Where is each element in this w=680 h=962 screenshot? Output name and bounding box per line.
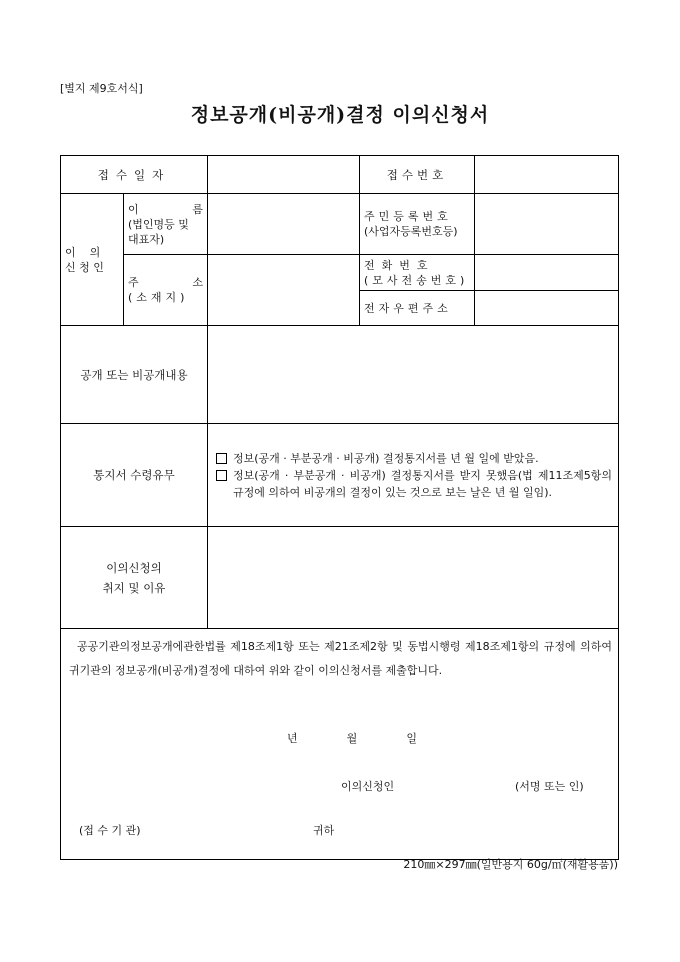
signer-label: 이의신청인 bbox=[341, 780, 395, 793]
reason-label-1: 이의신청의 bbox=[106, 560, 162, 575]
phone-label-main: 전화번호 bbox=[364, 258, 435, 272]
notice-options bbox=[208, 424, 619, 527]
page-title: 정보공개(비공개)결정 이의신청서 bbox=[190, 104, 490, 126]
signature-label: (서명 또는 인) bbox=[515, 780, 584, 793]
notice-option-2-text: 정보(공개 · 부분공개 · 비공개) 결정통지서를 받지 못했음(법 제11조제5항의 규정에 의하여 비공개의 결정이 있는 것으로 보는 날은 년 월 일임). bbox=[233, 468, 612, 499]
date-day: 일 bbox=[406, 732, 417, 745]
resident-number-label bbox=[360, 194, 475, 255]
resident-number-label-main: 주민등록번호 bbox=[364, 210, 452, 223]
reason-label-2: 취지 및 이유 bbox=[102, 580, 166, 595]
reason-label bbox=[61, 527, 208, 629]
reason-field[interactable] bbox=[208, 527, 619, 629]
address-label-sub: (소재지) bbox=[128, 291, 189, 304]
receipt-number-label: 접수번호 bbox=[360, 156, 475, 194]
phone-field[interactable] bbox=[475, 255, 619, 291]
applicant-label-bottom: 신 청 인 bbox=[65, 260, 104, 274]
declaration-row bbox=[61, 629, 619, 860]
receipt-date-field[interactable] bbox=[208, 156, 360, 194]
address-label bbox=[124, 255, 208, 326]
declaration-cell bbox=[61, 629, 619, 860]
notice-row bbox=[61, 424, 619, 527]
phone-label bbox=[360, 255, 475, 291]
resident-number-field[interactable] bbox=[475, 194, 619, 255]
application-form-table bbox=[60, 155, 619, 860]
checkbox-received[interactable] bbox=[216, 453, 227, 464]
email-label: 전자우편주소 bbox=[360, 291, 475, 326]
name-label-a: 이 bbox=[128, 202, 139, 216]
address-label-a: 주 bbox=[128, 276, 139, 289]
name-label-sub1: (법인명등 및 bbox=[128, 217, 189, 231]
name-label-main bbox=[128, 202, 203, 217]
email-field[interactable] bbox=[475, 291, 619, 326]
name-label bbox=[124, 194, 208, 255]
name-label-b: 름 bbox=[192, 202, 203, 216]
reason-row bbox=[61, 527, 619, 629]
declaration-text: 공공기관의정보공개에관한법률 제18조제1항 또는 제21조제2항 및 동법시행령 제18조제1항의 규정에 의하여 귀기관의 정보공개(비공개)결정에 대하여 위와 같이 이의신청서를 제출합니다. bbox=[69, 640, 612, 677]
date-month: 월 bbox=[346, 732, 358, 745]
date-line bbox=[287, 727, 417, 751]
receipt-number-field[interactable] bbox=[475, 156, 619, 194]
name-field[interactable] bbox=[208, 194, 360, 255]
content-label: 공개 또는 비공개내용 bbox=[61, 326, 208, 424]
address-label-b: 소 bbox=[192, 276, 203, 289]
name-row bbox=[61, 194, 619, 255]
notice-option-1-text: 정보(공개 · 부분공개 · 비공개) 결정통지서를 년 월 일에 받았음. bbox=[233, 451, 539, 465]
resident-number-label-sub: (사업자등록번호등) bbox=[364, 225, 458, 238]
notice-option-not-received bbox=[216, 467, 612, 501]
recipient-label: (접 수 기 관) bbox=[79, 824, 141, 837]
receipt-date-label: 접수일자 bbox=[61, 156, 208, 194]
notice-option-received bbox=[216, 450, 612, 467]
address-phone-row bbox=[61, 255, 619, 291]
honorific-label: 귀하 bbox=[313, 824, 335, 837]
form-number-label: [별지 제9호서식] bbox=[60, 82, 143, 95]
date-year: 년 bbox=[287, 732, 298, 745]
content-field[interactable] bbox=[208, 326, 619, 424]
applicant-label bbox=[61, 194, 124, 326]
notice-label: 통지서 수령유무 bbox=[61, 424, 208, 527]
address-label-main bbox=[128, 275, 203, 290]
checkbox-not-received[interactable] bbox=[216, 470, 227, 481]
applicant-label-top: 이 의 bbox=[65, 245, 101, 259]
receipt-row bbox=[61, 156, 619, 194]
address-field[interactable] bbox=[208, 255, 360, 326]
phone-label-sub: (모사전송번호) bbox=[364, 273, 469, 287]
content-row bbox=[61, 326, 619, 424]
name-label-sub2: 대표자) bbox=[128, 232, 165, 246]
paper-spec-footer: 210㎜×297㎜(일반용지 60g/㎡(재활용품)) bbox=[403, 858, 618, 871]
